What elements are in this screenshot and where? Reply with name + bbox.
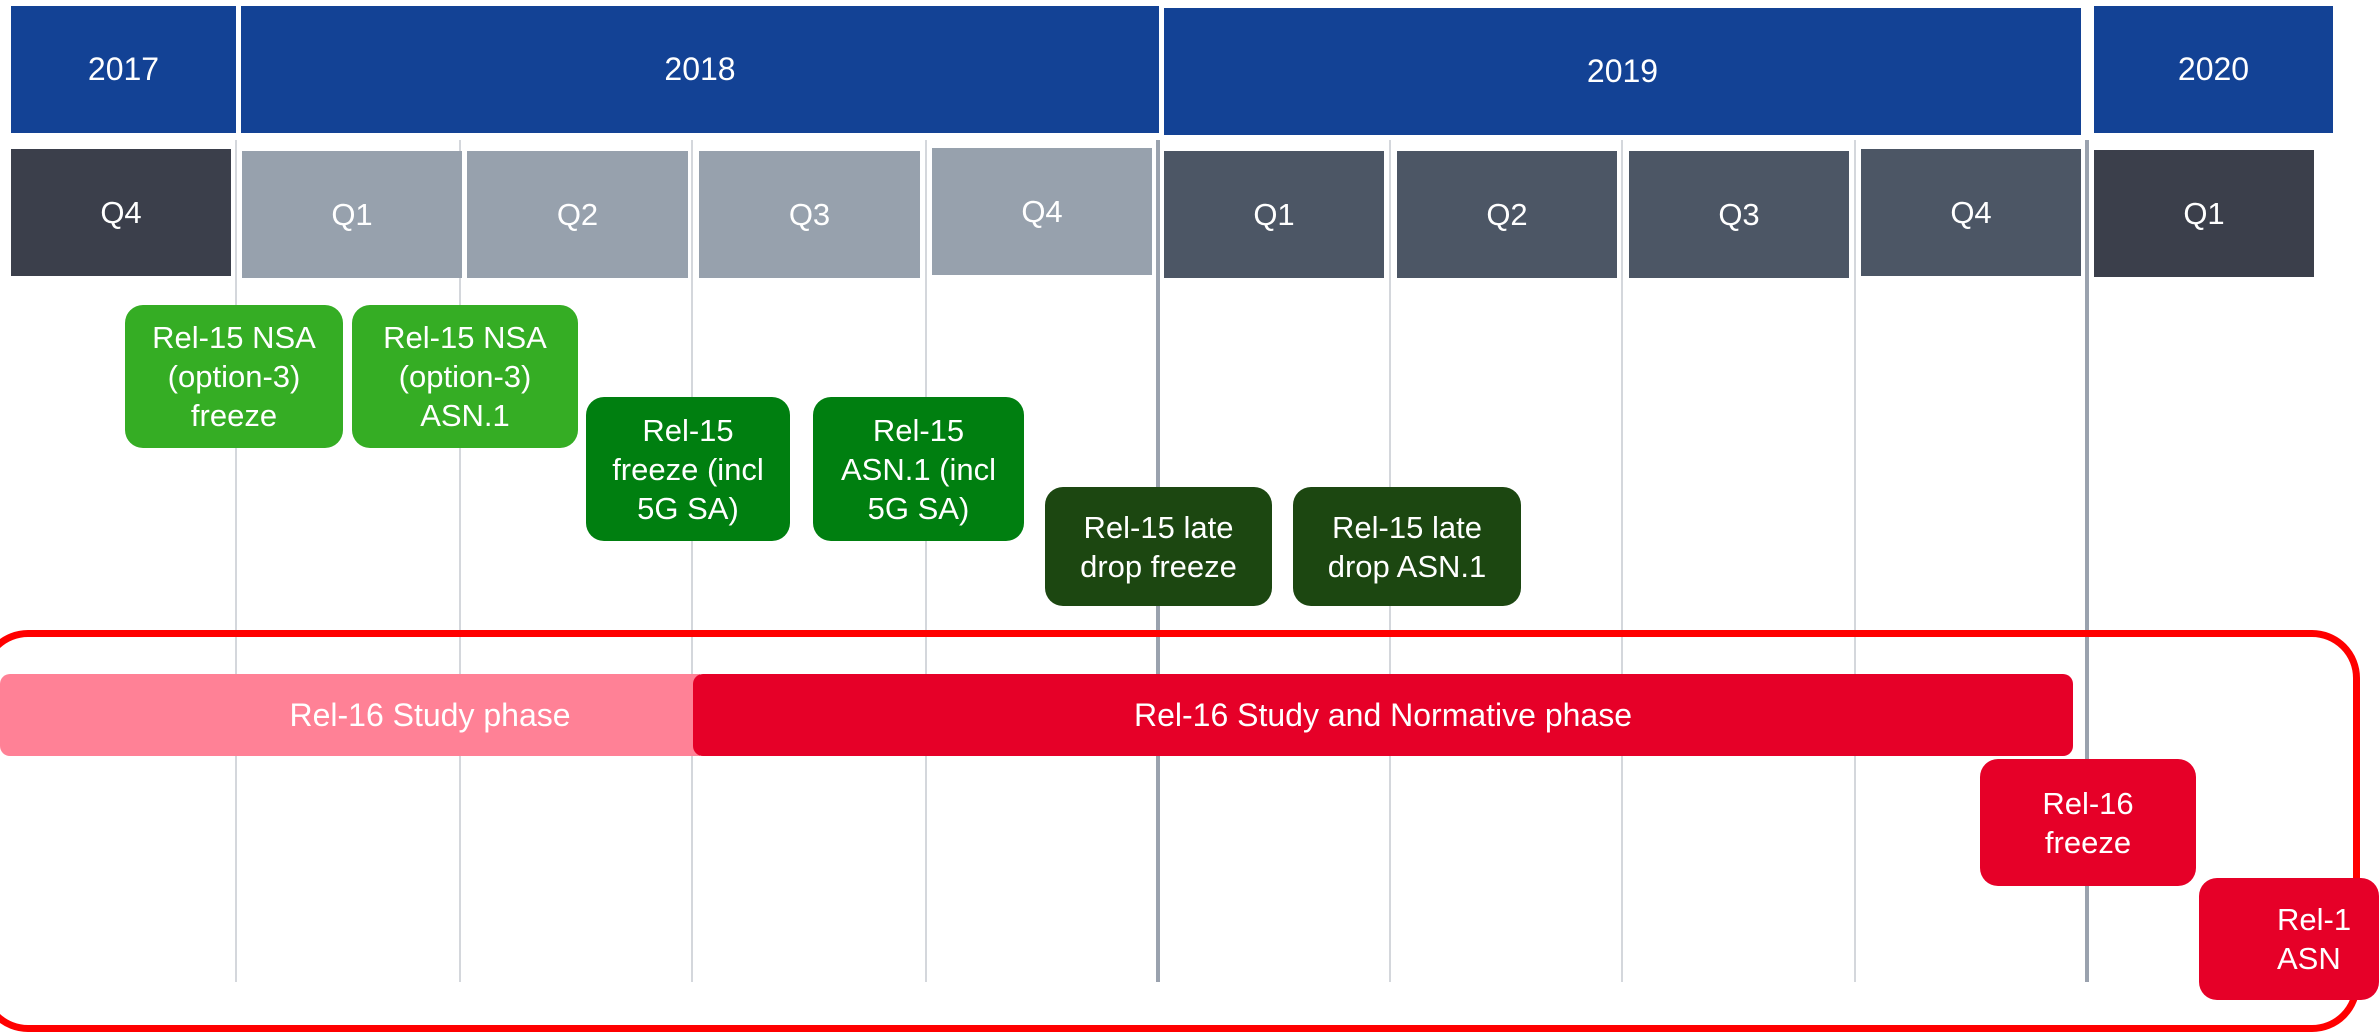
milestone-rel15-nsa-freeze xyxy=(125,305,343,448)
quarter-label: Q1 xyxy=(2183,195,2225,231)
rel16-study-phase-bar xyxy=(0,674,700,756)
quarter-label: Q4 xyxy=(100,194,142,230)
milestone-label: Rel-15 freeze (incl 5G SA) xyxy=(612,412,764,526)
quarter-label: Q4 xyxy=(1021,193,1063,229)
milestone-label: Rel-15 NSA (option-3) ASN.1 xyxy=(383,320,547,433)
year-header-2017 xyxy=(11,6,236,133)
quarter-2017-q4 xyxy=(11,149,231,276)
rel16-normative-phase-bar xyxy=(693,674,2073,756)
milestone-label: Rel-15 ASN.1 (incl 5G SA) xyxy=(840,412,997,526)
milestone-rel15-asn1 xyxy=(813,397,1024,541)
milestone-rel15-late-drop-freeze xyxy=(1045,487,1272,606)
year-header-2020 xyxy=(2094,6,2333,133)
milestone-rel15-freeze xyxy=(586,397,790,541)
milestone-label: Rel-15 late drop ASN.1 xyxy=(1327,509,1487,584)
year-label: 2017 xyxy=(87,51,160,87)
quarter-label: Q3 xyxy=(788,196,831,232)
quarter-label: Q2 xyxy=(556,196,599,232)
quarter-2019-q3 xyxy=(1629,151,1849,278)
milestone-rel15-nsa-asn1 xyxy=(352,305,578,448)
milestone-rel16-freeze xyxy=(1980,759,2196,886)
year-label: 2018 xyxy=(664,51,736,87)
quarter-label: Q2 xyxy=(1486,196,1528,232)
milestone-rel16-asn1 xyxy=(2199,878,2379,1000)
quarter-2018-q1 xyxy=(242,151,462,278)
phase-label: Rel-16 Study phase xyxy=(289,696,571,733)
quarter-label: Q3 xyxy=(1718,196,1760,232)
quarter-2020-q1 xyxy=(2094,150,2314,277)
milestone-label: Rel-1 ASN xyxy=(2277,902,2352,976)
milestone-rel15-late-drop-asn1 xyxy=(1293,487,1521,606)
quarter-label: Q4 xyxy=(1950,194,1992,230)
quarter-2019-q1 xyxy=(1164,151,1384,278)
year-label: 2020 xyxy=(2177,51,2250,87)
quarter-2018-q3 xyxy=(699,151,920,278)
quarter-2018-q2 xyxy=(467,151,688,278)
quarter-2019-q2 xyxy=(1397,151,1617,278)
quarter-label: Q1 xyxy=(1253,196,1295,232)
quarter-2018-q4 xyxy=(932,148,1152,275)
quarter-label: Q1 xyxy=(331,196,373,232)
milestone-label: Rel-15 late drop freeze xyxy=(1080,509,1237,584)
milestone-label: Rel-15 NSA (option-3) freeze xyxy=(152,320,316,433)
year-header-2019 xyxy=(1164,8,2081,135)
year-label: 2019 xyxy=(1586,53,1659,89)
quarter-2019-q4 xyxy=(1861,149,2081,276)
year-header-2018 xyxy=(241,6,1159,133)
phase-label: Rel-16 Study and Normative phase xyxy=(1133,696,1633,733)
milestone-label: Rel-16 freeze xyxy=(2042,785,2134,860)
